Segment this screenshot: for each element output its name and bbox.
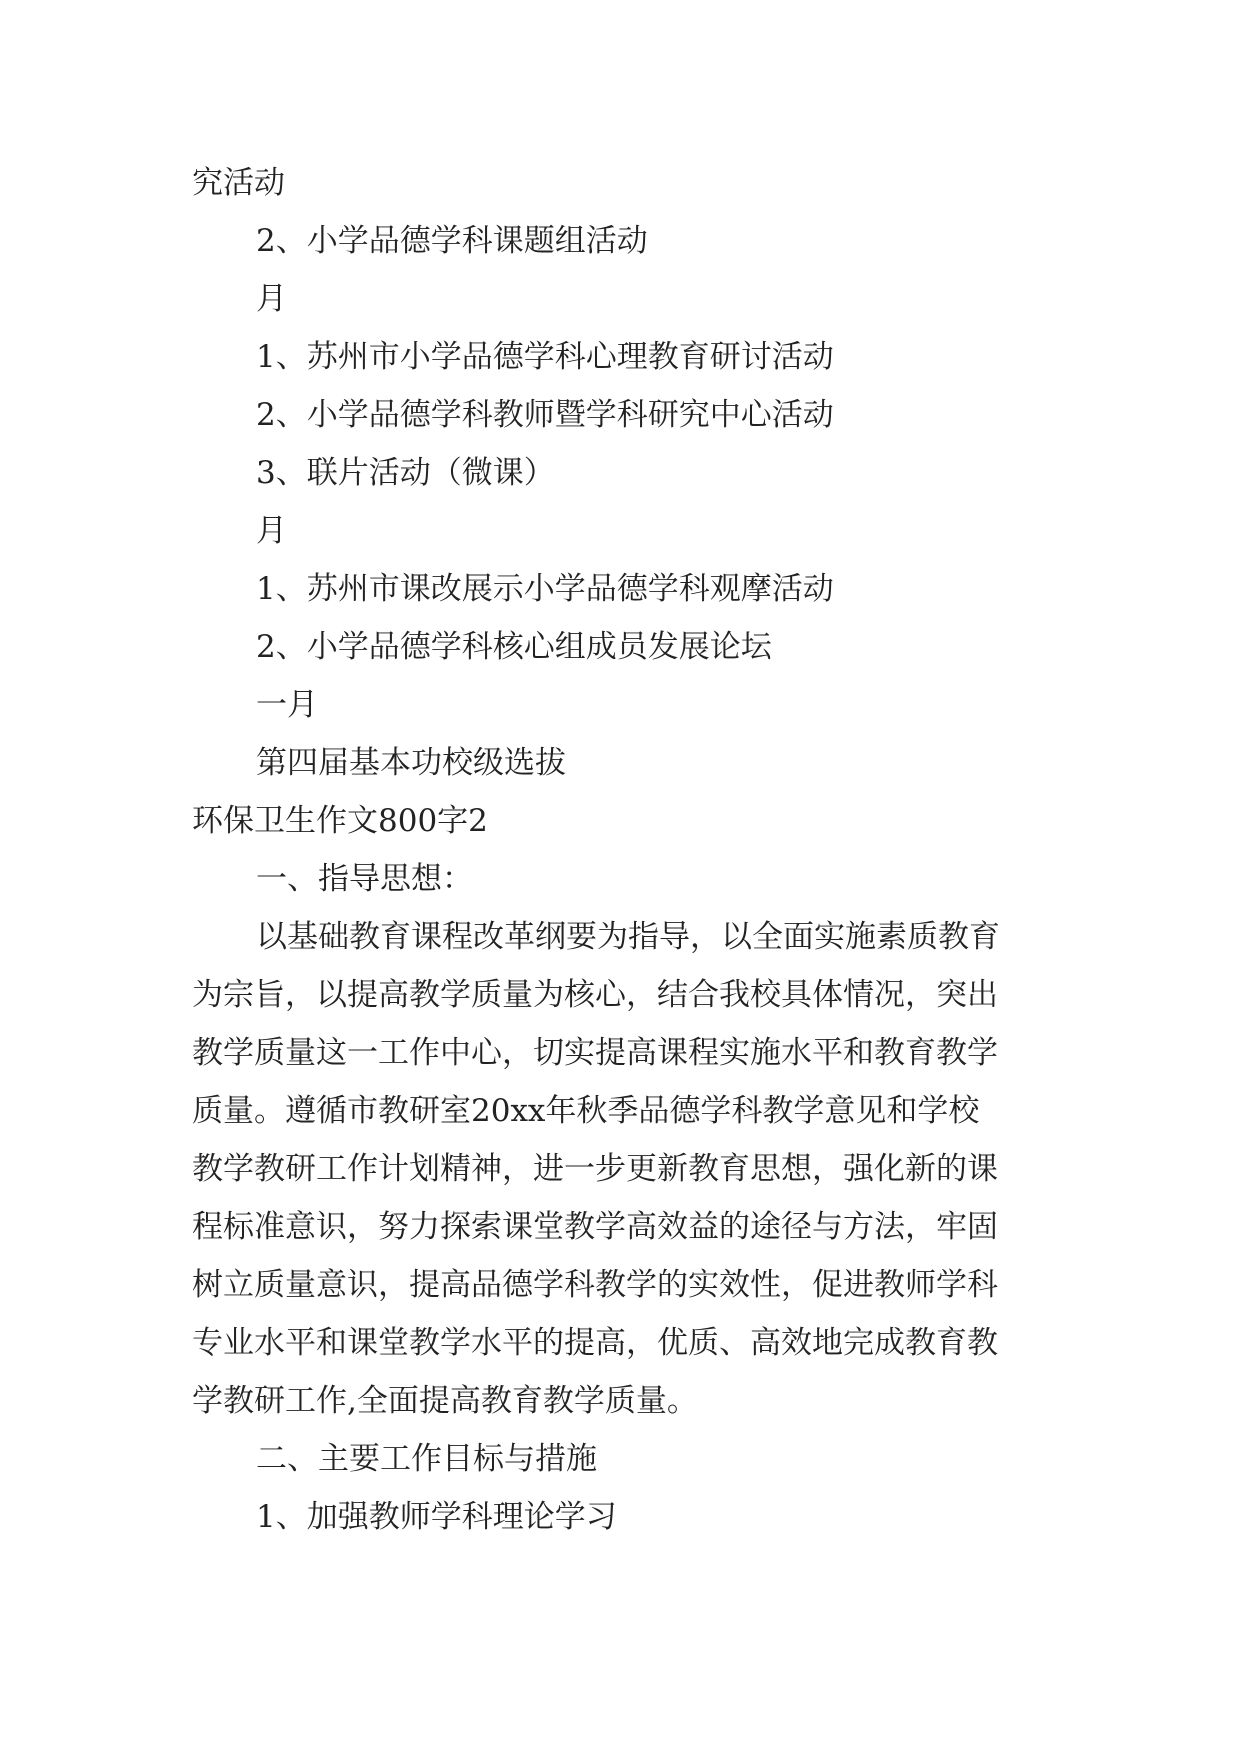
heading: 二、主要工作目标与措施 <box>256 1441 597 1477</box>
text-line: 2、小学品德学科课题组活动 <box>256 223 648 259</box>
text-line: 以基础教育课程改革纲要为指导，以全面实施素质教育 <box>256 919 1000 955</box>
text-line: 为宗旨，以提高教学质量为核心，结合我校具体情况，突出 <box>192 977 998 1013</box>
text-line: 1、苏州市课改展示小学品德学科观摩活动 <box>256 571 834 607</box>
text-line: 2、小学品德学科教师暨学科研究中心活动 <box>256 397 834 433</box>
text-line: 第四届基本功校级选拔 <box>256 745 566 781</box>
text-line: 教学教研工作计划精神，进一步更新教育思想，强化新的课 <box>192 1151 998 1187</box>
text-line: 程标准意识，努力探索课堂教学高效益的途径与方法，牢固 <box>192 1209 998 1245</box>
text-line: 2、小学品德学科核心组成员发展论坛 <box>256 629 772 665</box>
text-line: 一月 <box>256 687 318 723</box>
text-line: 专业水平和课堂教学水平的提高，优质、高效地完成教育教 <box>192 1325 998 1361</box>
text-line: 究活动 <box>192 165 285 201</box>
text-line: 月 <box>256 513 287 549</box>
text-line: 树立质量意识，提高品德学科教学的实效性，促进教师学科 <box>192 1267 998 1303</box>
text-line: 3、联片活动（微课） <box>256 455 555 491</box>
text-line: 1、苏州市小学品德学科心理教育研讨活动 <box>256 339 834 375</box>
text-line: 教学质量这一工作中心，切实提高课程实施水平和教育教学 <box>192 1035 998 1071</box>
text-line: 学教研工作,全面提高教育教学质量。 <box>192 1383 698 1419</box>
heading: 一、指导思想： <box>256 861 473 897</box>
text-line: 质量。遵循市教研室20xx年秋季品德学科教学意见和学校 <box>192 1093 980 1129</box>
text-line: 月 <box>256 281 287 317</box>
text-line: 1、加强教师学科理论学习 <box>256 1499 617 1535</box>
section-title: 环保卫生作文800字2 <box>192 803 488 839</box>
